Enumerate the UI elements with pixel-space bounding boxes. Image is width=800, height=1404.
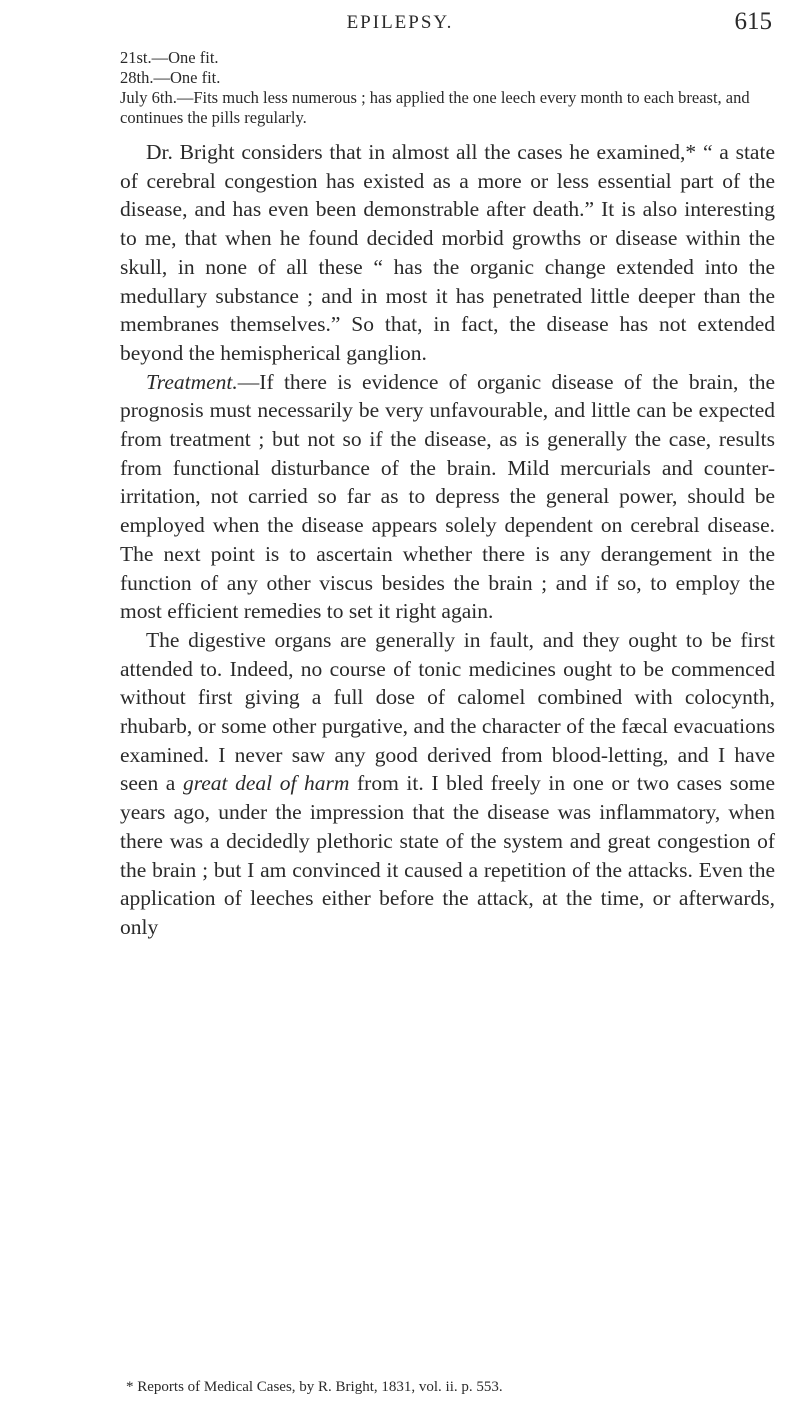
- body-text: [120, 138, 775, 942]
- paragraph-treatment: [120, 368, 775, 626]
- case-note: 28th.—One fit.: [120, 68, 221, 87]
- paragraph-digestive: [120, 626, 775, 942]
- case-note: 21st.—One fit.: [120, 48, 219, 67]
- treatment-heading: Treatment.: [146, 369, 238, 394]
- digestive-text-before: The digestive organs are generally in fault, and they ought to be first attended to. Indeed, no course of tonic medicines ought to be commenced without first giving a full dose of calomel combined with colocynth, rhubarb, or some other purgative, and the character of the fæcal evacuations examined. I never saw any good derived from blood-letting, and I have seen a: [120, 627, 775, 796]
- paragraph-bright-congestion: Dr. Bright considers that in almost all the cases he examined,* “ a state of cerebral congestion has existed as a more or less essential part of the disease, and has even been demonstrable after death.” It is also interesting to me, that when he found decided morbid growths or disease within the skull, in none of all these “ has the organic change extended into the medullary substance ; and in most it has penetrated little deeper than the membranes themselves.” So that, in fact, the disease has not extended beyond the hemispherical ganglion.: [120, 140, 775, 365]
- case-note: July 6th.—Fits much less numerous ; has applied the one leech every month to each breast, and continues the pills regularly.: [120, 88, 750, 127]
- footnote: * Reports of Medical Cases, by R. Bright, 1831, vol. ii. p. 553.: [126, 1379, 503, 1395]
- digestive-text-after: from it. I bled freely in one or two cases some years ago, under the impression that the disease was inflammatory, when there was a decidedly plethoric state of the system and great congestion of the brain ; but I am convinced it caused a repetition of the attacks. Even the application of leeches either before the attack, at the time, or afterwards, only: [120, 771, 776, 939]
- digestive-emphasis: great deal of harm: [182, 771, 350, 796]
- case-notes: [120, 48, 775, 128]
- page-number: 615: [734, 8, 772, 35]
- treatment-text: —If there is evidence of organic disease of the brain, the prognosis must necessarily be very unfavourable, and little can be expected from treatment ; but not so if the disease, as is generally the case, results from functional disturbance of the brain. Mild mercurials and counter-irritation, not carried so far as to depress the general power, should be employed when the disease appears solely dependent on cerebral disease. The next point is to ascertain whether there is any derangement in the function of any other viscus besides the brain ; and if so, to employ the most efficient remedies to set it right again.: [120, 369, 775, 624]
- running-title: EPILEPSY.: [346, 12, 454, 33]
- page-header: [0, 8, 800, 48]
